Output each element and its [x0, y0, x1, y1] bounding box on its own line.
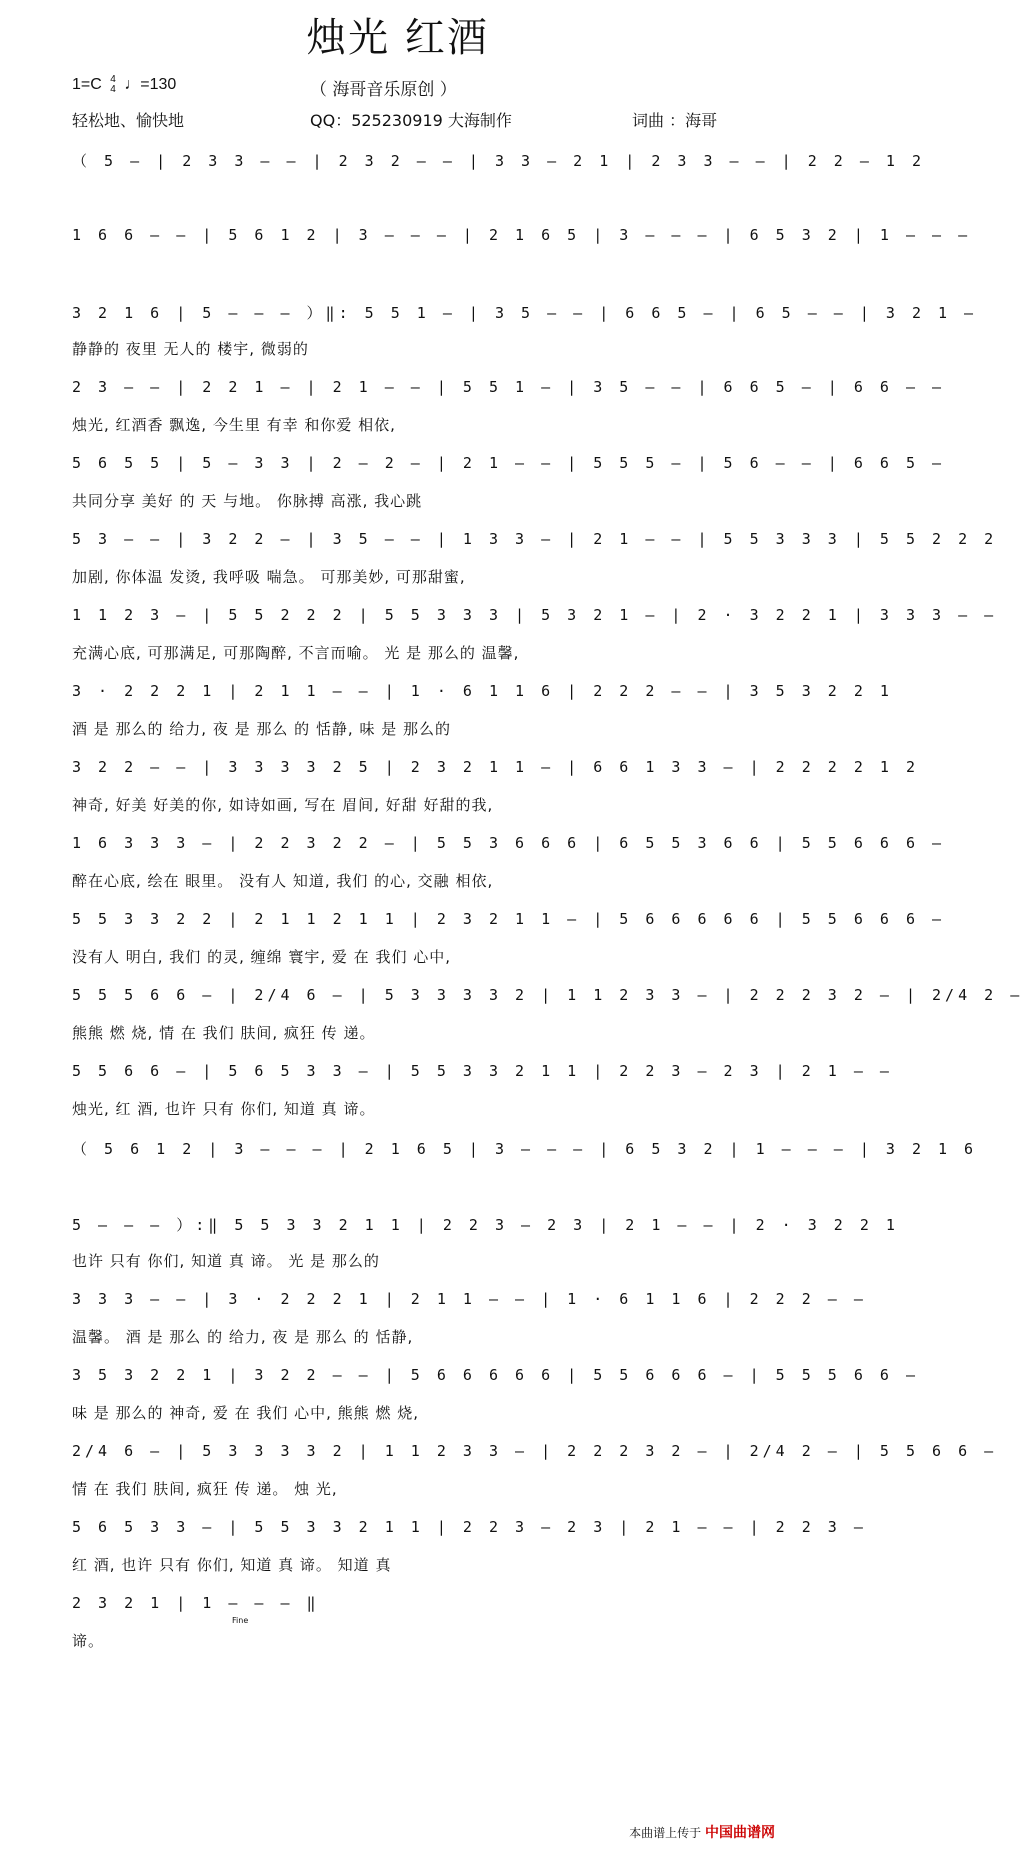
- notation-notes: 5 6 5 5 | 5 — 3 3 | 2 — 2 — | 2 1 — — | 5 5 5 — | 5 6 — — | 6 6 5 —: [72, 454, 946, 472]
- lyric-line: 谛。: [72, 1632, 105, 1650]
- notation-row: [72, 1138, 978, 1162]
- maker-info: QQ：525230919 大海制作: [310, 111, 512, 130]
- lyric-line: 红 酒, 也许 只有 你们, 知道 真 谛。 知道 真: [72, 1556, 392, 1574]
- notation-notes: 1 6 6 — — | 5 6 1 2 | 3 — — — | 2 1 6 5 | 3 — — — | 6 5 3 2 | 1 — — —: [72, 226, 972, 244]
- notation-row: [72, 1290, 867, 1314]
- notation-row: [72, 986, 1023, 1010]
- lyric-line: 熊熊 燃 烧, 情 在 我们 肤间, 疯狂 传 递。: [72, 1024, 376, 1042]
- lyric-line: 醉在心底, 绘在 眼里。 没有人 知道, 我们 的心, 交融 相依,: [72, 872, 494, 890]
- notation-row: [72, 1442, 998, 1466]
- notation-row: [72, 834, 946, 858]
- notation-row: [72, 606, 998, 630]
- notation-notes: 3 · 2 2 2 1 | 2 1 1 — — | 1 · 6 1 1 6 | 2 2 2 — — | 3 5 3 2 2 1: [72, 682, 893, 700]
- lyric-line: 烛光, 红酒香 飘逸, 今生里 有幸 和你爱 相依,: [72, 416, 396, 434]
- subtitle: （ 海哥音乐原创 ）: [310, 80, 457, 100]
- notation-notes: 3 3 3 — — | 3 · 2 2 2 1 | 2 1 1 — — | 1 · 6 1 1 6 | 2 2 2 — —: [72, 1290, 867, 1308]
- notation-notes: 2 3 2 1 | 1 — — — ‖: [72, 1594, 320, 1612]
- lyric-line: 没有人 明白, 我们 的灵, 缠绵 寰宇, 爱 在 我们 心中,: [72, 948, 451, 966]
- notation-row: [72, 1594, 722, 1618]
- notation-notes: 5 — — — ）:‖ 5 5 3 3 2 1 1 | 2 2 3 — 2 3 | 2 1 — — | 2 · 3 2 2 1: [72, 1216, 899, 1234]
- notation-row: [72, 758, 919, 782]
- notation-notes: 5 6 5 3 3 — | 5 5 3 3 2 1 1 | 2 2 3 — 2 3 | 2 1 — — | 2 2 3 —: [72, 1518, 867, 1536]
- notation-notes: 5 5 5 6 6 — | 2/4 6 — | 5 3 3 3 3 2 | 1 1 2 3 3 — | 2 2 2 3 2 — | 2/4 2 —: [72, 986, 1023, 1004]
- notation-notes: 3 5 3 2 2 1 | 3 2 2 — — | 5 6 6 6 6 6 | 5 5 6 6 6 — | 5 5 5 6 6 —: [72, 1366, 919, 1384]
- notation-row: [72, 454, 946, 478]
- key-prefix: 1=C: [72, 76, 102, 94]
- lyric-line: 酒 是 那么的 给力, 夜 是 那么 的 恬静, 味 是 那么的: [72, 720, 451, 738]
- notation-row: [72, 150, 925, 174]
- lyric-line: 烛光, 红 酒, 也许 只有 你们, 知道 真 谛。: [72, 1100, 376, 1118]
- notation-notes: 5 3 — — | 3 2 2 — | 3 5 — — | 1 3 3 — | 2 1 — — | 5 5 3 3 3 | 5 5 2 2 2: [72, 530, 998, 548]
- performance-style: 轻松地、愉快地: [72, 111, 185, 130]
- notation-notes: 3 2 2 — — | 3 3 3 3 2 5 | 2 3 2 1 1 — | 6 6 1 3 3 — | 2 2 2 2 1 2: [72, 758, 919, 776]
- notation-notes: 2 3 — — | 2 2 1 — | 2 1 — — | 5 5 1 — | 3 5 — — | 6 6 5 — | 6 6 — —: [72, 378, 946, 396]
- notation-row: [72, 378, 946, 402]
- fine-mark: Fine: [232, 1616, 249, 1625]
- notation-notes: 2/4 6 — | 5 3 3 3 3 2 | 1 1 2 3 3 — | 2 2 2 3 2 — | 2/4 2 — | 5 5 6 6 —: [72, 1442, 998, 1460]
- notation-row: [72, 1366, 919, 1390]
- time-num: 4: [110, 74, 116, 85]
- notation-row: [72, 302, 978, 326]
- notation-row: [72, 1062, 893, 1086]
- notation-row: [72, 910, 946, 934]
- footer-credit: [629, 1822, 775, 1842]
- lyric-line: 情 在 我们 肤间, 疯狂 传 递。 烛 光,: [72, 1480, 338, 1498]
- lyric-line: 共同分享 美好 的 天 与地。 你脉搏 高涨, 我心跳: [72, 492, 423, 510]
- notation-notes: （ 5 — | 2 3 3 — — | 2 3 2 — — | 3 3 — 2 1 | 2 3 3 — — | 2 2 — 1 2: [72, 152, 925, 170]
- notation-notes: 1 6 3 3 3 — | 2 2 3 2 2 — | 5 5 3 6 6 6 | 6 5 5 3 6 6 | 5 5 6 6 6 —: [72, 834, 946, 852]
- lyric-line: 温馨。 酒 是 那么 的 给力, 夜 是 那么 的 恬静,: [72, 1328, 414, 1346]
- notation-row: [72, 226, 972, 250]
- lyric-line: 也许 只有 你们, 知道 真 谛。 光 是 那么的: [72, 1252, 380, 1270]
- notation-notes: 1 1 2 3 — | 5 5 2 2 2 | 5 5 3 3 3 | 5 3 2 1 — | 2 · 3 2 2 1 | 3 3 3 — —: [72, 606, 998, 624]
- lyric-line: 味 是 那么的 神奇, 爱 在 我们 心中, 熊熊 燃 烧,: [72, 1404, 419, 1422]
- notation-row: [72, 1518, 867, 1542]
- lyric-line: 神奇, 好美 好美的你, 如诗如画, 写在 眉间, 好甜 好甜的我,: [72, 796, 494, 814]
- lyric-line: 加剧, 你体温 发烫, 我呼吸 喘急。 可那美妙, 可那甜蜜,: [72, 568, 466, 586]
- tempo-marking: ♩=130: [124, 76, 177, 94]
- footer-brand: 中国曲谱网: [705, 1825, 775, 1841]
- lyric-line: 充满心底, 可那满足, 可那陶醉, 不言而喻。 光 是 那么的 温馨,: [72, 644, 520, 662]
- notation-notes: 5 5 3 3 2 2 | 2 1 1 2 1 1 | 2 3 2 1 1 — | 5 6 6 6 6 6 | 5 5 6 6 6 —: [72, 910, 946, 928]
- notation-notes: 3 2 1 6 | 5 — — — ）‖: 5 5 1 — | 3 5 — — | 6 6 5 — | 6 5 — — | 3 2 1 —: [72, 304, 978, 322]
- notation-notes: （ 5 6 1 2 | 3 — — — | 2 1 6 5 | 3 — — — | 6 5 3 2 | 1 — — — | 3 2 1 6: [72, 1140, 978, 1158]
- composer-credit: 词曲 ：海哥: [632, 111, 718, 130]
- footer-prefix: 本曲谱上传于: [629, 1826, 702, 1840]
- song-title: 烛光 红酒: [306, 15, 489, 61]
- notation-row: [72, 682, 893, 706]
- lyric-line: 静静的 夜里 无人的 楼宇, 微弱的: [72, 340, 309, 358]
- time-signature: [110, 75, 116, 95]
- notation-row: [72, 1214, 899, 1238]
- key-signature: [72, 75, 176, 95]
- time-den: 4: [110, 84, 116, 95]
- notation-notes: 5 5 6 6 — | 5 6 5 3 3 — | 5 5 3 3 2 1 1 | 2 2 3 — 2 3 | 2 1 — —: [72, 1062, 893, 1080]
- notation-row: [72, 530, 998, 554]
